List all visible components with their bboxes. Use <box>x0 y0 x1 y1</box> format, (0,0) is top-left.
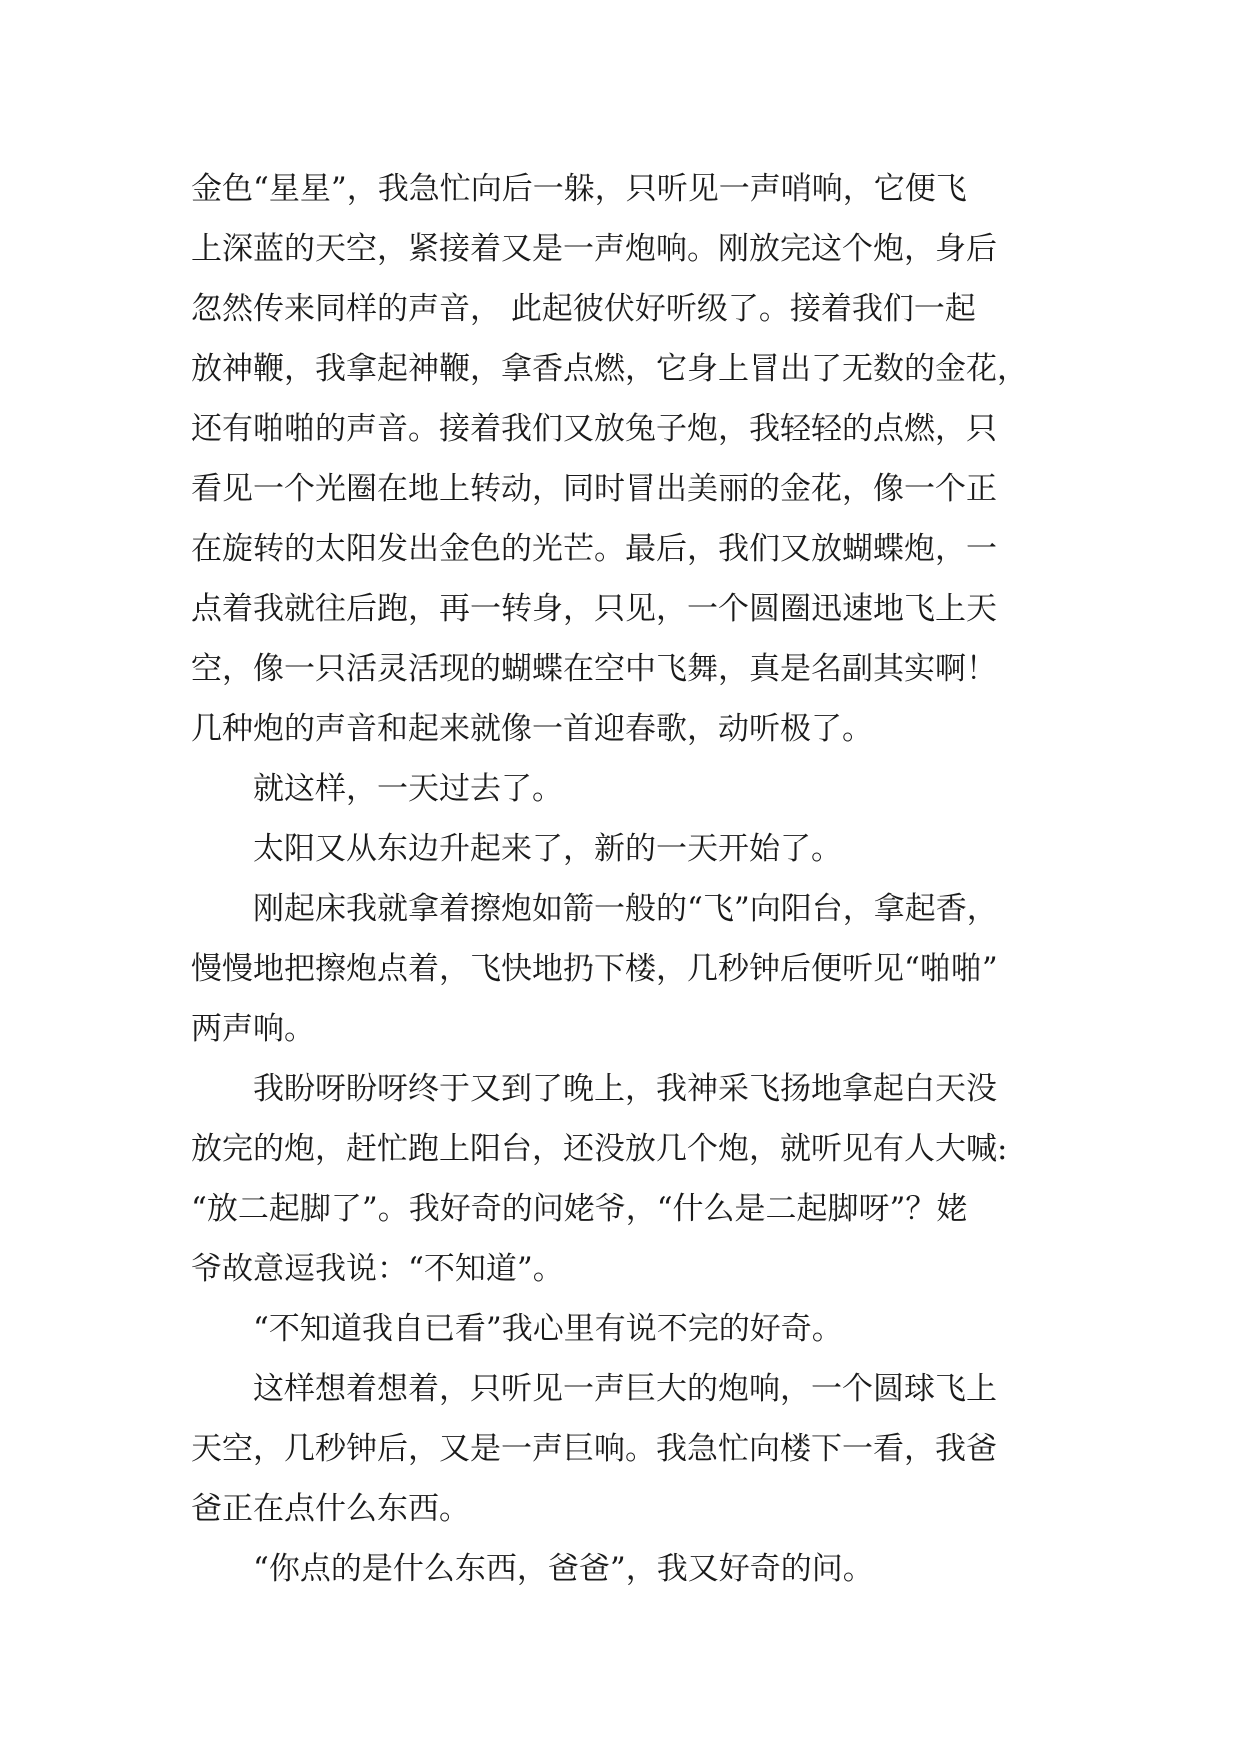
text-line: 这样想着想着，只听见一声巨大的炮响，一个圆球飞上 <box>253 1371 997 1407</box>
text-line: 放神鞭，我拿起神鞭，拿香点燃，它身上冒出了无数的金花， <box>191 351 1028 387</box>
text-line: 几种炮的声音和起来就像一首迎春歌，动听极了。 <box>191 711 873 747</box>
text-line: “不知道我自已看”我心里有说不完的好奇。 <box>253 1311 843 1347</box>
text-line: 就这样，一天过去了。 <box>253 771 563 807</box>
text-line: 爷故意逗我说：“不知道”。 <box>191 1251 564 1287</box>
text-line: 在旋转的太阳发出金色的光芒。最后，我们又放蝴蝶炮，一 <box>191 531 997 567</box>
paragraph-day-passed <box>191 759 1071 819</box>
paragraph-new-day <box>191 819 1071 879</box>
paragraph-morning-firecracker <box>191 879 1071 1059</box>
paragraph-evening <box>191 1059 1071 1299</box>
paragraph-fireworks <box>191 159 1071 759</box>
text-line: 上深蓝的天空，紧接着又是一声炮响。刚放完这个炮，身后 <box>191 231 997 267</box>
text-line: “你点的是什么东西，爸爸”，我又好奇的问。 <box>253 1551 874 1587</box>
text-line: 空，像一只活灵活现的蝴蝶在空中飞舞，真是名副其实啊！ <box>191 651 997 687</box>
paragraph-big-bang <box>191 1359 1071 1539</box>
document-body <box>191 159 1071 1599</box>
text-line: 我盼呀盼呀终于又到了晚上，我神采飞扬地拿起白天没 <box>253 1071 997 1107</box>
text-line: “放二起脚了”。我好奇的问姥爷，“什么是二起脚呀”？姥 <box>191 1191 968 1227</box>
text-line: 还有啪啪的声音。接着我们又放兔子炮，我轻轻的点燃，只 <box>191 411 997 447</box>
paragraph-curiosity <box>191 1299 1071 1359</box>
paragraph-question <box>191 1539 1071 1599</box>
text-line: 看见一个光圈在地上转动，同时冒出美丽的金花，像一个正 <box>191 471 997 507</box>
text-line: 刚起床我就拿着擦炮如箭一般的“飞”向阳台，拿起香， <box>253 891 998 927</box>
text-line: 放完的炮，赶忙跑上阳台，还没放几个炮，就听见有人大喊: <box>191 1131 1008 1167</box>
text-line: 慢慢地把擦炮点着，飞快地扔下楼，几秒钟后便听见“啪啪” <box>191 951 998 987</box>
text-line: 太阳又从东边升起来了，新的一天开始了。 <box>253 831 842 867</box>
text-line: 忽然传来同样的声音， 此起彼伏好听级了。接着我们一起 <box>191 291 976 327</box>
text-line: 金色“星星”，我急忙向后一躲，只听见一声哨响，它便飞 <box>191 171 967 207</box>
text-line: 两声响。 <box>191 1011 315 1047</box>
text-line: 点着我就往后跑，再一转身，只见，一个圆圈迅速地飞上天 <box>191 591 997 627</box>
text-line: 爸正在点什么东西。 <box>191 1491 470 1527</box>
text-line: 天空，几秒钟后，又是一声巨响。我急忙向楼下一看，我爸 <box>191 1431 997 1467</box>
